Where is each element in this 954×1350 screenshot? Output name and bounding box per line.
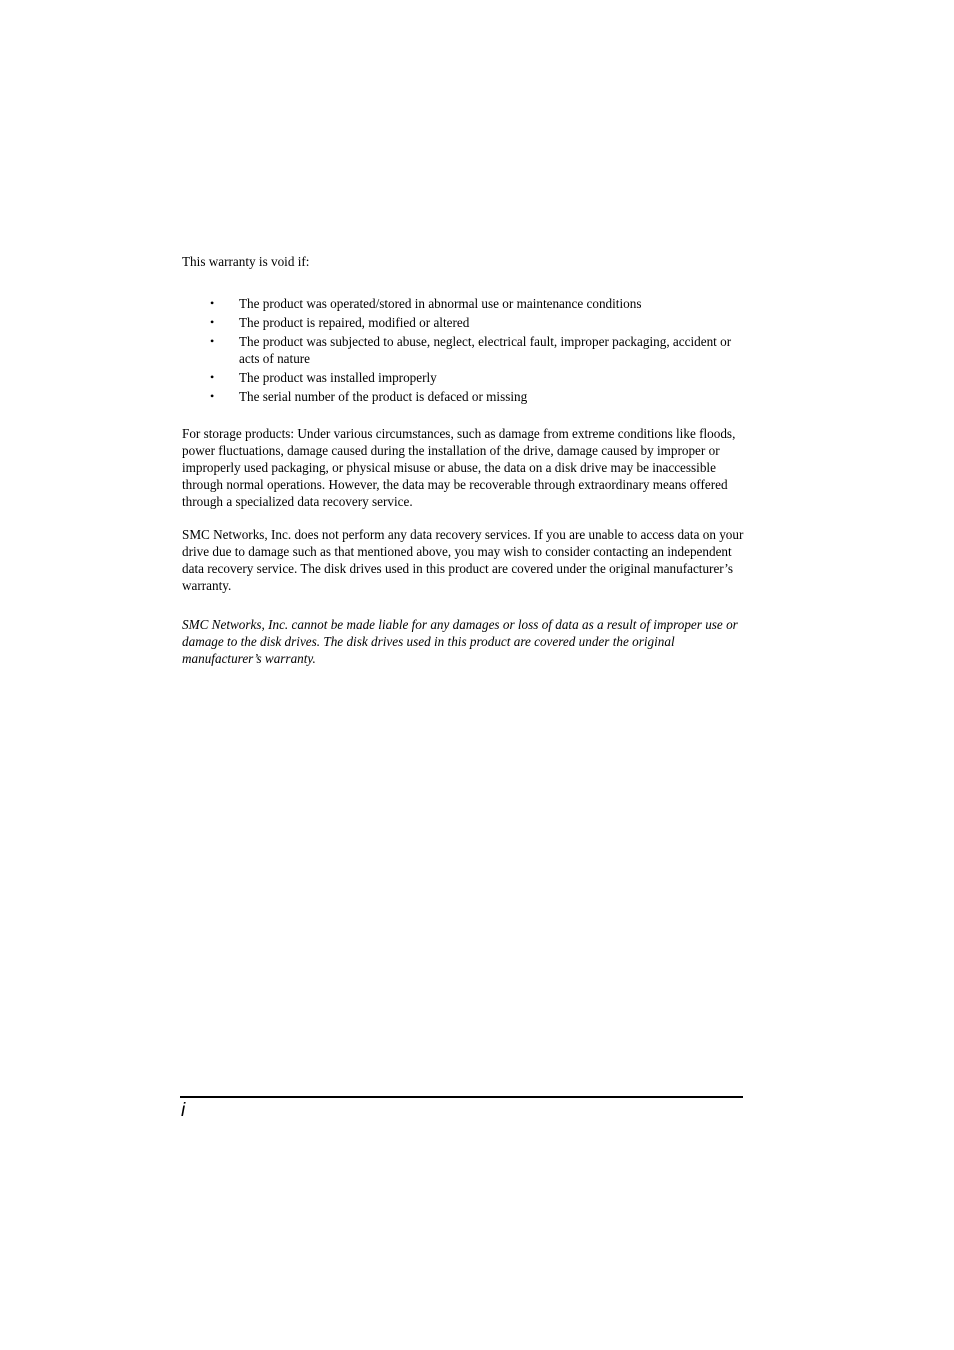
list-item-text: The product is repaired, modified or altered xyxy=(239,315,470,330)
data-recovery-paragraph: SMC Networks, Inc. does not perform any data recovery services. If you are unable to access data on your drive due to damage such as that mentioned above, you may wish to consider contacting an independent data recovery service. The disk drives used in this product are covered under the original manufacturer’s warranty. xyxy=(182,527,744,593)
list-item-text: The product was operated/stored in abnormal use or maintenance conditions xyxy=(239,296,642,311)
storage-products-paragraph: For storage products: Under various circumstances, such as damage from extreme conditions like floods, power fluctuations, damage caused during the installation of the drive, damage caused by improper or improperly used packaging, or physical misuse or abuse, the data on a disk drive may be inaccessible through normal operations. However, the data may be recoverable through extraordinary means offered through a specialized data recovery service. xyxy=(182,426,736,509)
warranty-void-intro: This warranty is void if: xyxy=(182,254,310,269)
bullet-icon: • xyxy=(210,370,215,384)
void-conditions-list xyxy=(182,295,744,405)
list-item xyxy=(182,388,744,405)
bullet-icon: • xyxy=(210,296,215,310)
bullet-icon: • xyxy=(210,315,215,329)
list-item xyxy=(182,314,744,331)
list-item-text: The product was installed improperly xyxy=(239,370,437,385)
page-content xyxy=(182,253,744,667)
list-item xyxy=(182,333,744,367)
bullet-icon: • xyxy=(210,334,215,348)
list-item-text: The serial number of the product is defaced or missing xyxy=(239,389,528,404)
page-number: i xyxy=(181,1100,186,1121)
liability-disclaimer: SMC Networks, Inc. cannot be made liable for any damages or loss of data as a result of improper use or damage to the disk drives. The disk drives used in this product are covered under the original manufacturer’s warranty. xyxy=(182,617,738,666)
list-item-text: The product was subjected to abuse, neglect, electrical fault, improper packaging, accident or acts of nature xyxy=(239,334,732,366)
list-item xyxy=(182,369,744,386)
list-item xyxy=(182,295,744,312)
footer-divider xyxy=(180,1096,743,1098)
bullet-icon: • xyxy=(210,389,215,403)
